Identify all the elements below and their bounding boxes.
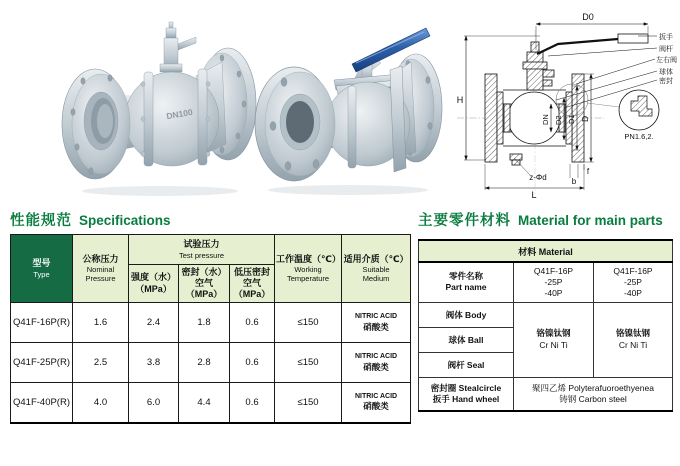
material-title-zh: 主要零件材料: [418, 213, 511, 229]
cell-nominal: 1.6: [73, 303, 129, 343]
header-type-en: Type: [33, 269, 50, 279]
header-nominal-pressure: [73, 235, 129, 303]
header-strength-l2: （MPa）: [135, 283, 172, 294]
callout-handle: 扳手: [659, 34, 673, 41]
cell-temp: ≤150: [275, 303, 342, 343]
header-nominal-en1: Nominal: [86, 265, 115, 275]
dim-l: L: [531, 190, 537, 200]
model-line-1: Q41F-16P: [533, 265, 574, 276]
dim-b: b: [571, 177, 577, 186]
material-ptfe: 聚四乙烯 Polyterafuoroethyenea: [532, 382, 654, 393]
header-strength-l1: 强度（水）: [130, 272, 176, 283]
dim-d: D: [580, 115, 590, 122]
header-working-temperature: [275, 235, 342, 303]
cell-medium-en: NITRIC ACID: [354, 313, 398, 321]
header-seal-l1: 密封（水）: [181, 266, 227, 277]
header-type: [11, 235, 73, 303]
header-temp-en2: Temperature: [286, 274, 330, 284]
material-ptfe-carbonsteel: [514, 377, 673, 411]
material-carbon-steel: 铸钢 Carbon steel: [559, 393, 627, 404]
header-type-zh: 型号: [32, 258, 51, 269]
header-medium-zh: 适用介质（℃）: [343, 253, 409, 264]
cell-low: 0.6: [230, 383, 275, 423]
detail-label: PN1.6,2.: [624, 132, 654, 141]
cell-medium: [342, 343, 411, 383]
dim-f: f: [586, 167, 590, 176]
spec-row-q41f-16p: [11, 303, 411, 343]
header-temp-en1: Working: [294, 265, 322, 275]
cell-medium-zh: 硝酸类: [363, 321, 389, 332]
material-section-title: [418, 209, 663, 230]
cell-nominal: 4.0: [73, 383, 129, 423]
material-crniti-1: [514, 302, 594, 377]
header-seal-l2: 空气（MPa）: [185, 277, 223, 300]
part-seal-handwheel: [419, 377, 514, 411]
part-name-header: [419, 262, 514, 302]
crniti-en: Cr Ni Ti: [539, 339, 568, 350]
material-crniti-2: [594, 302, 673, 377]
specifications-table: [10, 234, 411, 424]
header-medium-en2: Medium: [362, 274, 390, 284]
material-table: [418, 239, 673, 412]
cell-low: 0.6: [230, 343, 275, 383]
model-line-3: -40P: [544, 287, 563, 298]
part-ball: 球体 Ball: [419, 327, 514, 352]
header-suitable-medium: [342, 235, 411, 303]
cell-strength: 3.8: [129, 343, 179, 383]
header-low-pressure-seal: [230, 265, 275, 303]
dim-h: H: [456, 95, 464, 105]
model-line-3: -40P: [624, 287, 642, 298]
model-column-2: [594, 262, 673, 302]
cell-strength: 6.0: [129, 383, 179, 423]
valve2-body-drawing: [255, 28, 442, 195]
cell-seal: 4.4: [179, 383, 230, 423]
part-sealcircle: 密封圈 Stealcircle: [430, 382, 502, 393]
spec-title-zh: 性能规范: [10, 213, 72, 229]
cell-strength: 2.4: [129, 303, 179, 343]
valve1-emboss-text: DN100: [165, 106, 194, 122]
cell-nominal: 2.5: [73, 343, 129, 383]
crniti-zh: 铬镍钛钢: [615, 328, 650, 339]
header-temp-zh: 工作温度（℃）: [276, 253, 341, 264]
cell-seal: 2.8: [179, 343, 230, 383]
callout-body-halves: 左右阀: [656, 57, 677, 64]
header-low-l2: 空气（MPa）: [233, 277, 271, 300]
spec-title-en: Specifications: [79, 213, 171, 228]
dim-d0: D0: [582, 12, 594, 22]
crniti-en: Cr Ni Ti: [618, 339, 648, 350]
cell-type: Q41F-25P(R): [11, 343, 73, 383]
part-callout-labels: [656, 32, 677, 85]
crniti-zh: 铬镍钛钢: [536, 328, 571, 339]
model-line-2: -25P: [624, 276, 642, 287]
valve1-body-drawing: [62, 22, 256, 196]
valve-photo-2: [248, 6, 448, 198]
header-test-pressure: [129, 235, 275, 265]
dim-d2: D2: [554, 115, 563, 125]
cell-temp: ≤150: [275, 383, 342, 423]
cell-temp: ≤150: [275, 343, 342, 383]
cell-type: Q41F-40P(R): [11, 383, 73, 423]
part-body: 阀体 Body: [419, 302, 514, 327]
spec-row-q41f-40p: [11, 383, 411, 423]
cell-medium: [342, 383, 411, 423]
part-name-en: Part name: [445, 282, 487, 293]
callout-stem: 阀杆: [659, 46, 673, 53]
callout-ball: 球体: [659, 69, 673, 76]
header-seal-water-air: [179, 265, 230, 303]
header-nominal-en2: Pressure: [85, 274, 116, 284]
cell-medium-zh: 硝酸类: [363, 361, 389, 372]
valve-photo-1: [50, 14, 260, 199]
header-strength-water: [129, 265, 179, 303]
material-header: 材料 Material: [419, 240, 673, 262]
part-handwheel: 扳手 Hand wheel: [432, 393, 500, 404]
header-test-zh: 试验压力: [183, 239, 220, 250]
callout-seal: 密封: [659, 78, 673, 85]
dim-dn: DN: [541, 114, 550, 125]
header-test-en: Test pressure: [179, 250, 225, 260]
model-line-1: Q41F-16P: [613, 265, 653, 276]
spec-section-title: [10, 209, 171, 230]
cell-low: 0.6: [230, 303, 275, 343]
dim-zd: z-Φd: [529, 173, 547, 182]
part-name-zh: 零件名称: [448, 271, 483, 282]
model-line-2: -25P: [544, 276, 563, 287]
header-low-l1: 低压密封: [234, 266, 271, 277]
header-nominal-zh: 公称压力: [82, 253, 119, 264]
part-stem: 阀杆 Seal: [419, 352, 514, 377]
model-column-1: [514, 262, 594, 302]
cell-medium-zh: 硝酸类: [363, 401, 389, 412]
detail-view-pn: [619, 90, 659, 141]
cell-medium-en: NITRIC ACID: [354, 393, 398, 401]
dim-d1: D1: [567, 114, 576, 124]
cell-medium-en: NITRIC ACID: [354, 353, 398, 361]
valve-diagram: [452, 6, 678, 202]
cell-seal: 1.8: [179, 303, 230, 343]
material-title-en: Material for main parts: [518, 213, 663, 228]
cell-type: Q41F-16P(R): [11, 303, 73, 343]
cell-medium: [342, 303, 411, 343]
header-medium-en1: Suitable: [362, 265, 390, 275]
spec-row-q41f-25p: [11, 343, 411, 383]
